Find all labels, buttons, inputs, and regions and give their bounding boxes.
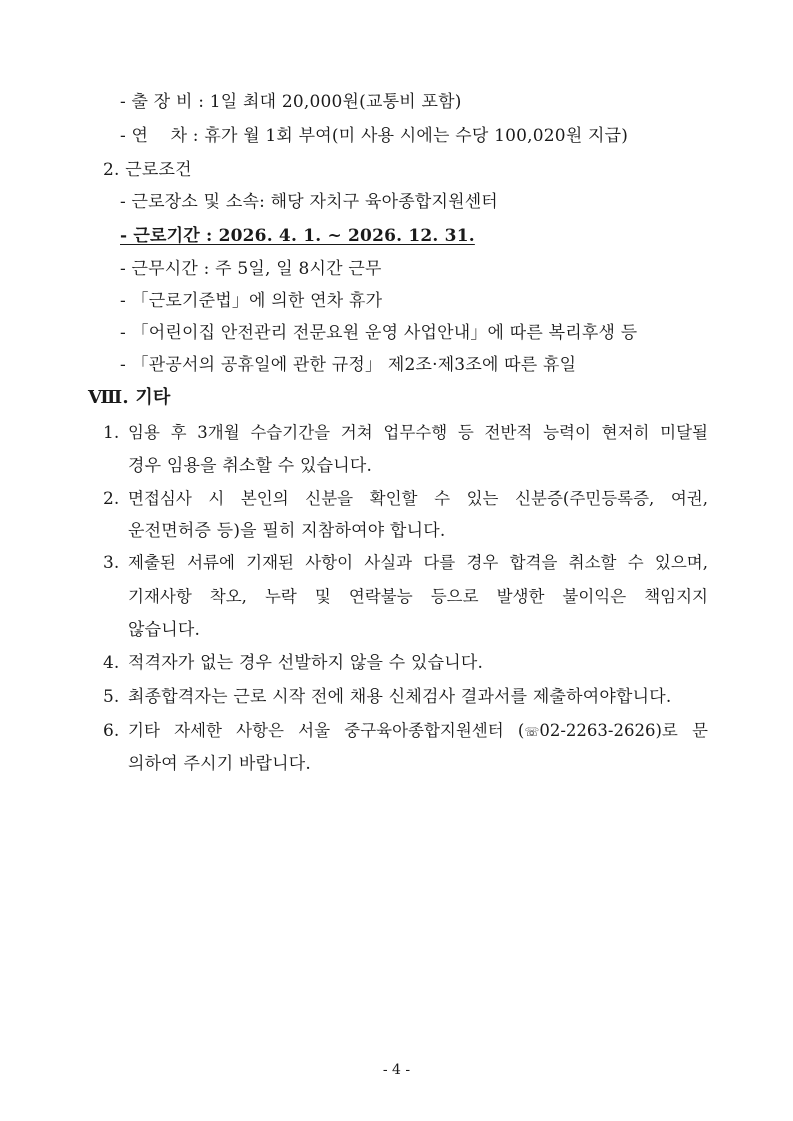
item-6-text-pre: 기타 자세한 사항은 서울 중구육아종합지원센터 ( xyxy=(128,721,525,740)
condition-holidays: - 「관공서의 공휴일에 관한 규정」 제2조·제3조에 따른 휴일 xyxy=(120,355,577,375)
phone-icon: ☏ xyxy=(524,725,540,739)
annual-leave-line: - 연 차 : 휴가 월 1회 부여(미 사용 시에는 수당 100,020원 지급) xyxy=(120,126,629,146)
item-4-number: 4. xyxy=(103,653,120,673)
item-6-text-post: )로 문 xyxy=(655,721,708,740)
page-number: - 4 - xyxy=(382,1062,411,1078)
item-6-number: 6. xyxy=(103,721,120,741)
item-5-number: 5. xyxy=(103,687,120,707)
item-1-number: 1. xyxy=(103,423,120,443)
item-3-line-2: 기재사항 착오, 누락 및 연락불능 등으로 발생한 불이익은 책임지지 xyxy=(128,587,708,606)
allowance-line: - 출 장 비 : 1일 최대 20,000원(교통비 포함) xyxy=(120,92,462,112)
item-5-line-1: 최종합격자는 근로 시작 전에 채용 신체검사 결과서를 제출하여야합니다. xyxy=(128,687,672,707)
item-3-number: 3. xyxy=(103,553,120,573)
condition-work-period: - 근로기간 : 2026. 4. 1. ~ 2026. 12. 31. xyxy=(120,226,475,246)
section-viii-heading: Ⅷ. 기타 xyxy=(88,387,171,408)
condition-workplace: - 근로장소 및 소속: 해당 자치구 육아종합지원센터 xyxy=(120,192,498,212)
item-3-line-1: 제출된 서류에 기재된 사항이 사실과 다를 경우 합격을 취소할 수 있으며, xyxy=(128,553,708,572)
item-2-number: 2. xyxy=(103,489,120,509)
condition-welfare: - 「어린이집 안전관리 전문요원 운영 사업안내」에 따른 복리후생 등 xyxy=(120,323,638,343)
condition-annual-leave: - 「근로기준법」에 의한 연차 휴가 xyxy=(120,291,383,311)
item-2-line-1: 면접심사 시 본인의 신분을 확인할 수 있는 신분증(주민등록증, 여권, xyxy=(128,489,708,508)
item-1-line-1: 임용 후 3개월 수습기간을 거쳐 업무수행 등 전반적 능력이 현저히 미달될 xyxy=(128,423,708,442)
working-conditions-heading: 2. 근로조건 xyxy=(103,160,192,180)
condition-work-hours: - 근무시간 : 주 5일, 일 8시간 근무 xyxy=(120,259,382,279)
item-2-line-2: 운전면허증 등)을 필히 지참하여야 합니다. xyxy=(128,521,446,541)
item-6-line-1 xyxy=(128,719,708,743)
item-4-line-1: 적격자가 없는 경우 선발하지 않을 수 있습니다. xyxy=(128,653,484,673)
item-3-line-3: 않습니다. xyxy=(128,620,201,640)
item-6-line-2: 의하여 주시기 바랍니다. xyxy=(128,754,312,774)
contact-phone-number: 02-2263-2626 xyxy=(539,721,656,740)
item-1-line-2: 경우 임용을 취소할 수 있습니다. xyxy=(128,456,373,476)
